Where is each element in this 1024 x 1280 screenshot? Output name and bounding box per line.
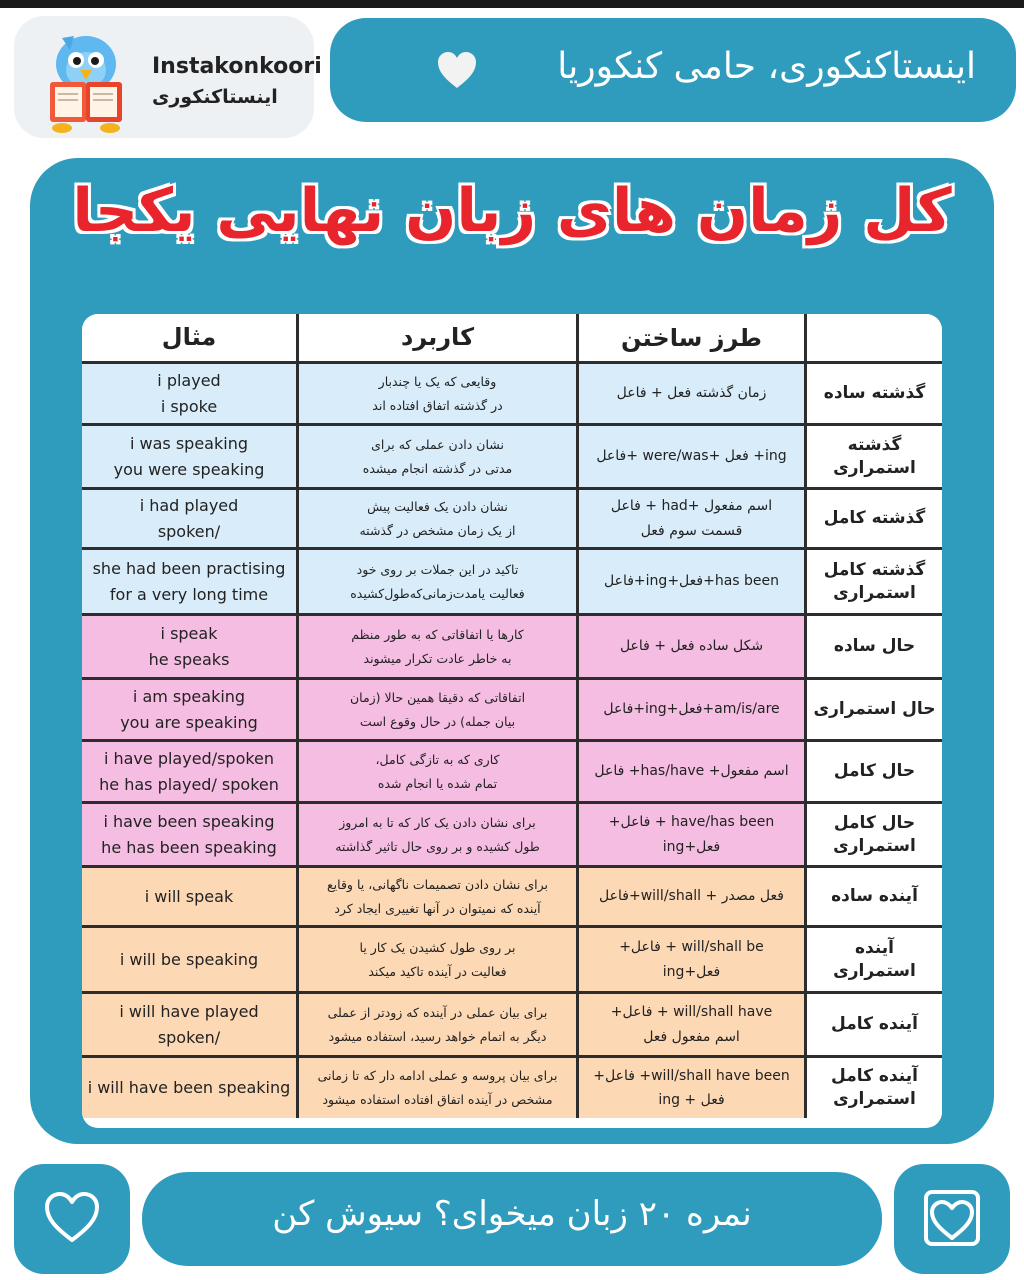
table-row — [82, 680, 942, 742]
table-row — [82, 364, 942, 426]
brand-name-en: Instakonkoori — [152, 54, 322, 79]
table-row — [82, 804, 942, 868]
tense-usage: وقایعی که یک یا چندبار در گذشته اتفاق افتاده اند — [296, 364, 576, 423]
tense-name: آینده کامل استمراری — [804, 1058, 942, 1118]
tense-usage: نشان دادن عملی که برای مدتی در گذشته انجام میشده — [296, 426, 576, 487]
tense-structure: فعل مصدر + will/shall+فاعل — [576, 868, 804, 925]
tense-example: i played i spoke — [82, 364, 296, 423]
tense-structure: will/shall have + فاعل+ اسم مفعول فعل — [576, 994, 804, 1055]
like-button[interactable] — [14, 1164, 130, 1274]
save-button[interactable] — [894, 1164, 1010, 1274]
tense-name: گذشته کامل استمراری — [804, 550, 942, 613]
tense-usage: نشان دادن یک فعالیت پیش از یک زمان مشخص در گذشته — [296, 490, 576, 547]
tense-name: حال استمراری — [804, 680, 942, 739]
tense-example: i am speaking you are speaking — [82, 680, 296, 739]
table-row — [82, 550, 942, 616]
header-usage: کاربرد — [296, 314, 576, 361]
tense-structure: اسم مفعول +had + فاعل قسمت سوم فعل — [576, 490, 804, 547]
tense-structure: am/is/are+فعل+ing+فاعل — [576, 680, 804, 739]
slogan-text: اینستاکنکوری، حامی کنکوریا — [557, 46, 976, 87]
tense-structure: will/shall be + فاعل+ فعل+ing — [576, 928, 804, 991]
tense-name: گذشته ساده — [804, 364, 942, 423]
tense-example: i have been speaking he has been speaking — [82, 804, 296, 865]
tense-structure: اسم مفعول+ has/have+ فاعل — [576, 742, 804, 801]
table-row — [82, 616, 942, 680]
tense-structure: ing+ فعل +were/was +فاعل — [576, 426, 804, 487]
tense-example: i speak he speaks — [82, 616, 296, 677]
table-row — [82, 868, 942, 928]
table-row — [82, 742, 942, 804]
tense-example: i will have played spoken/ — [82, 994, 296, 1055]
table-row — [82, 928, 942, 994]
tense-example: i have played/spoken he has played/ spoken — [82, 742, 296, 801]
tense-example: she had been practising for a very long time — [82, 550, 296, 613]
tense-usage: برای بیان عملی در آینده که زودتر از عملی دیگر به اتمام خواهد رسید، استفاده میشود — [296, 994, 576, 1055]
tense-name: آینده ساده — [804, 868, 942, 925]
heart-frame-icon — [922, 1188, 982, 1248]
tense-example: i had played spoken/ — [82, 490, 296, 547]
tenses-table — [82, 314, 942, 1128]
tense-name: حال کامل استمراری — [804, 804, 942, 865]
tense-usage: کاری که به تازگی کامل، تمام شده یا انجام شده — [296, 742, 576, 801]
tense-usage: تاکید در این جملات بر روی خود فعالیت یامدت‌زمانی‌که‌طول‌کشیده — [296, 550, 576, 613]
tense-structure: have/has been + فاعل+ فعل+ing — [576, 804, 804, 865]
tense-structure: has been+فعل+ing+فاعل — [576, 550, 804, 613]
tense-example: i will have been speaking — [82, 1058, 296, 1118]
tense-example: i will speak — [82, 868, 296, 925]
page-title: کل زمان های زبان نهایی یکجا — [72, 176, 952, 246]
table-row — [82, 994, 942, 1058]
logo-card[interactable] — [14, 16, 322, 138]
tenses-card — [30, 158, 994, 1144]
save-cta-text: نمره ۲۰ زبان میخوای؟ سیوش کن — [272, 1194, 752, 1234]
tense-name: حال ساده — [804, 616, 942, 677]
save-cta-banner[interactable] — [142, 1172, 882, 1266]
tense-structure: شکل ساده فعل + فاعل — [576, 616, 804, 677]
tense-usage: برای بیان پروسه و عملی ادامه دار که تا زمانی مشخص در آینده اتفاق افتاده استفاده میشود — [296, 1058, 576, 1118]
top-status-strip — [0, 0, 1024, 8]
tense-usage: برای نشان دادن یک کار که تا به امروز طول کشیده و بر روی حال تاثیر گذاشته — [296, 804, 576, 865]
table-header-row — [82, 314, 942, 364]
tense-usage: بر روی طول کشیدن یک کار یا فعالیت در آینده تاکید میکند — [296, 928, 576, 991]
brand-name-fa: اینستاکنکوری — [152, 86, 278, 108]
tense-usage: کارها یا اتفاقاتی که به طور منظم به خاطر عادت تکرار میشوند — [296, 616, 576, 677]
table-row — [82, 1058, 942, 1118]
tense-structure: زمان گذشته فعل + فاعل — [576, 364, 804, 423]
white-heart-icon — [436, 50, 478, 90]
header-structure: طرز ساختن — [576, 314, 804, 361]
table-row — [82, 490, 942, 550]
heart-outline-icon — [42, 1188, 102, 1248]
tense-example: i will be speaking — [82, 928, 296, 991]
tense-name: آینده استمراری — [804, 928, 942, 991]
tense-name: آینده کامل — [804, 994, 942, 1055]
header-example: مثال — [82, 314, 296, 361]
tense-usage: اتفاقاتی که دقیقا همین حالا (زمان بیان جمله) در حال وقوع است — [296, 680, 576, 739]
tense-example: i was speaking you were speaking — [82, 426, 296, 487]
mascot-bird-reading-icon — [28, 20, 148, 140]
slogan-banner — [330, 18, 1016, 122]
tense-name: گذشته کامل — [804, 490, 942, 547]
header-tense-name — [804, 314, 942, 361]
tense-name: گذشته استمراری — [804, 426, 942, 487]
tense-name: حال کامل — [804, 742, 942, 801]
tense-usage: برای نشان دادن تصمیمات ناگهانی، یا وقایع آینده که نمیتوان در آنها تغییری ایجاد کرد — [296, 868, 576, 925]
tense-structure: will/shall have been+ فاعل+ فعل + ing — [576, 1058, 804, 1118]
table-row — [82, 426, 942, 490]
